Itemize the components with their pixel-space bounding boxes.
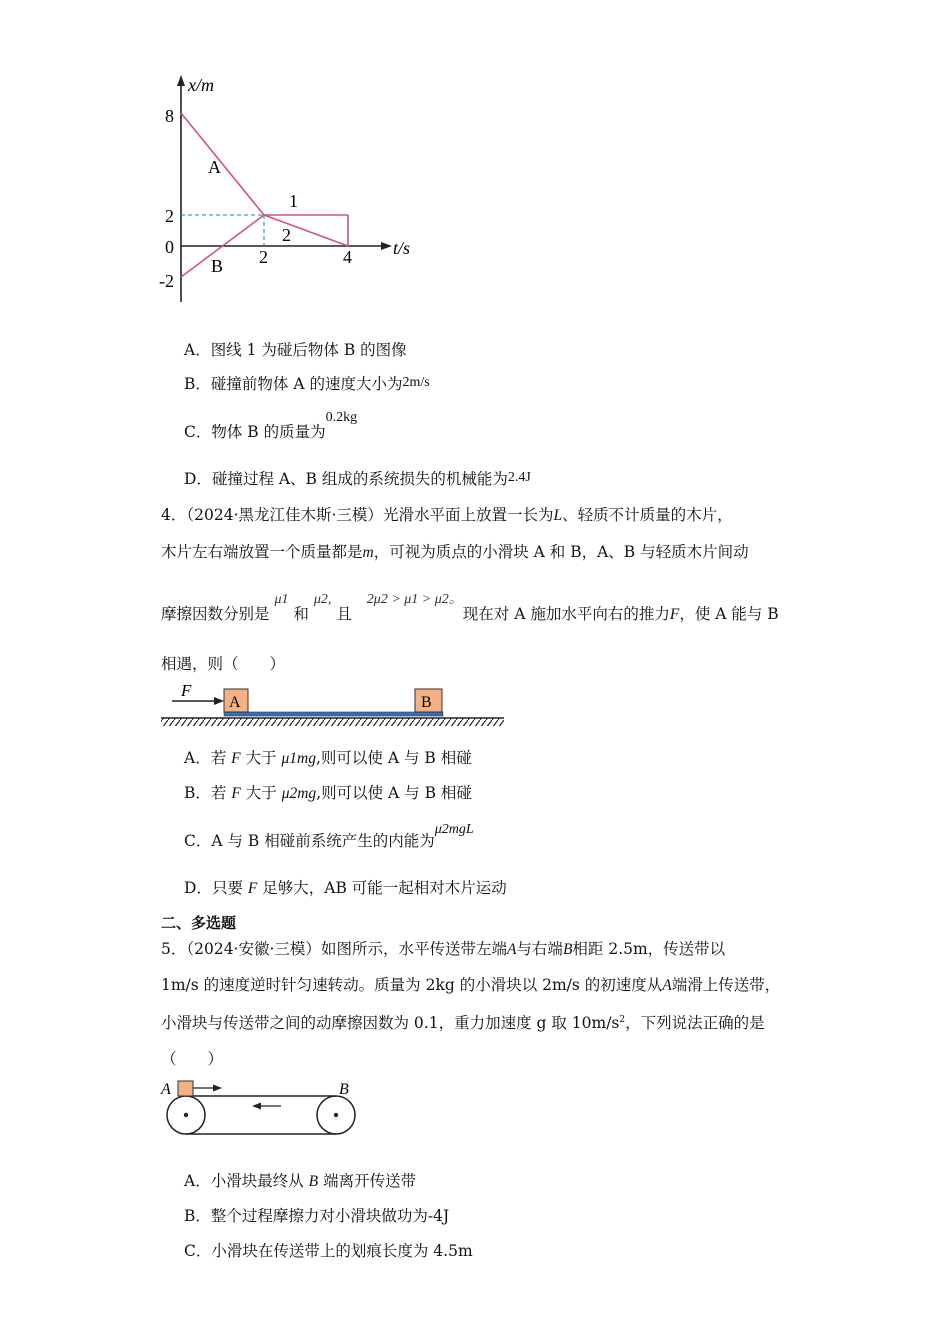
option-letter: B． [184,784,211,802]
question-source: （2024·安徽·三模） [186,940,321,958]
var-L: L [553,507,563,524]
question-source: （2024·黑龙江佳木斯·三模） [186,506,383,524]
option-letter: C． [184,832,212,850]
stem-text: 1m/s 的速度逆时针匀速转动。质量为 2kg 的小滑块以 2m/s 的初速度从 [161,976,663,994]
option-letter: A． [184,749,211,767]
mu1-expr: μ1 [274,592,289,607]
stem-text: ，下列说法正确的是 [625,1014,765,1032]
q3-option-d[interactable] [184,467,531,489]
option-text: 碰撞前物体 A 的速度大小为 [210,375,403,393]
slider-velocity-arrowhead [213,1085,222,1092]
var-F: F [231,785,241,802]
force-arrowhead [214,697,224,705]
line-A [181,113,264,215]
stem-text: 光滑水平面上放置一长为 [382,506,554,524]
stem-text: 小滑块与传送带之间的动摩擦因数为 0.1，重力加速度 g 取 10m/s [161,1014,620,1032]
option-letter: B． [184,1207,211,1225]
var-B: B [562,941,573,958]
option-value: 0.2kg [325,410,358,425]
inequality-expr: 2μ2 > μ1 > μ2。 [366,592,463,607]
stem-text: （ ） [161,1050,224,1068]
option-text: 若 [210,749,227,767]
end-A-label: A [161,1081,171,1098]
var-B: B [308,1173,319,1190]
q5-line-1 [161,937,725,959]
stem-text: 与右端 [516,940,563,958]
option-text: 整个过程摩擦力对小滑块做功为-4J [210,1207,450,1225]
option-text: 小滑块最终从 [210,1172,304,1190]
wood-board [224,712,443,716]
q4-line-4 [161,652,285,674]
var-F: F [231,750,241,767]
slider-block [178,1081,193,1096]
option-text: 小滑块在传送带上的划痕长度为 4.5m [211,1242,473,1260]
belt-direction-arrowhead [252,1103,261,1110]
q5-option-b[interactable] [184,1204,449,1226]
question-number: 4． [161,506,187,524]
q4-line-1 [161,503,733,525]
option-letter: B． [184,375,211,393]
right-axle [334,1113,338,1117]
conveyor-figure [155,1074,365,1144]
var-m: m [362,544,374,561]
stem-text: 相遇，则（ ） [161,655,286,673]
option-text: 碰撞过程 A、B 组成的系统损失的机械能为 [211,470,508,488]
option-letter: A． [184,1172,211,1190]
q5-line-4 [161,1047,223,1069]
y-tick-neg2: -2 [159,271,174,291]
stem-text: 如图所示，水平传送带左端 [320,940,507,958]
option-letter: C． [184,1242,212,1260]
q5-line-2 [161,973,780,995]
option-text: 端离开传送带 [323,1172,417,1190]
y-axis-arrow [177,75,185,86]
x-tick-2: 2 [259,247,268,267]
option-letter: D． [184,879,212,897]
var-F: F [669,606,680,623]
xt-graph [150,70,430,315]
y-tick-8: 8 [165,106,174,126]
option-text: 若 [210,784,227,802]
label-1: 1 [289,191,298,211]
q4-option-a[interactable] [184,746,472,768]
option-text: 只要 [211,879,243,897]
block-A-label: A [229,694,241,711]
option-text: 足够大，AB 可能一起相对木片运动 [262,879,507,897]
y-axis-label: x/m [188,75,214,95]
q4-option-c[interactable] [184,822,474,851]
math-expr: μ2mgL [434,822,474,837]
block-B-label: B [421,694,432,711]
stem-text: ，使 A 能与 B [679,605,779,623]
force-label: F [181,681,192,700]
option-text: 大于 [245,784,277,802]
option-text: 图线 1 为碰后物体 B 的图像 [210,341,407,359]
option-value: 2m/s [402,375,430,390]
stem-text: 且 [336,605,352,623]
label-A: A [208,157,221,177]
stem-text: 和 [293,605,309,623]
option-letter: A． [184,341,211,359]
q5-option-a[interactable] [184,1169,416,1191]
question-number: 5． [161,940,187,958]
x-axis-arrow [381,242,392,250]
q3-option-b[interactable] [184,372,430,394]
x-tick-4: 4 [343,247,352,267]
q4-line-2 [161,540,749,562]
var-A: A [506,941,517,958]
stem-text: 木片左右端放置一个质量都是 [161,543,363,561]
option-text: 物体 B 的质量为 [211,423,326,441]
var-A: A [662,977,672,994]
stem-text: 现在对 A 施加水平向右的推力 [462,605,670,623]
q5-line-3 [161,1011,765,1033]
line-2 [264,215,348,246]
stem-text: 摩擦因数分别是 [161,605,270,623]
option-text: ,则可以使 A 与 B 相碰 [316,784,472,802]
label-B: B [211,256,224,276]
q3-option-c[interactable] [184,410,358,442]
left-axle [184,1113,188,1117]
superscript: 2 [619,1014,626,1025]
section-title: 二、多选题 [161,914,237,932]
q4-line-3 [161,592,779,624]
stem-text: 端滑上传送带， [671,976,781,994]
q5-option-c[interactable] [184,1239,473,1261]
stem-text: 、轻质不计质量的木片， [562,506,733,524]
math-expr: μ2mg [281,785,317,802]
option-text: A 与 B 相碰前系统产生的内能为 [211,832,435,850]
x-axis-label: t/s [393,238,411,258]
y-tick-2: 2 [165,206,174,226]
q4-figure [155,678,510,728]
q3-option-a[interactable] [184,338,407,360]
option-letter: D． [184,470,212,488]
stem-text: 相距 2.5m，传送带以 [572,940,726,958]
end-B-label: B [339,1081,349,1098]
option-text: 大于 [245,749,277,767]
math-expr: μ1mg [281,750,316,767]
option-value: 2.4J [507,470,531,485]
option-text: ,则可以使 A 与 B 相碰 [316,749,472,767]
ground-hatch [161,718,504,726]
y-tick-0: 0 [165,237,174,257]
stem-text: ，可视为质点的小滑块 A 和 B，A、B 与轻质木片间动 [373,543,749,561]
var-F: F [247,880,258,897]
label-2: 2 [282,225,291,245]
option-letter: C． [184,423,212,441]
q4-option-d[interactable] [184,876,507,898]
q4-option-b[interactable] [184,781,472,803]
mu2-expr: μ2, [313,592,332,607]
